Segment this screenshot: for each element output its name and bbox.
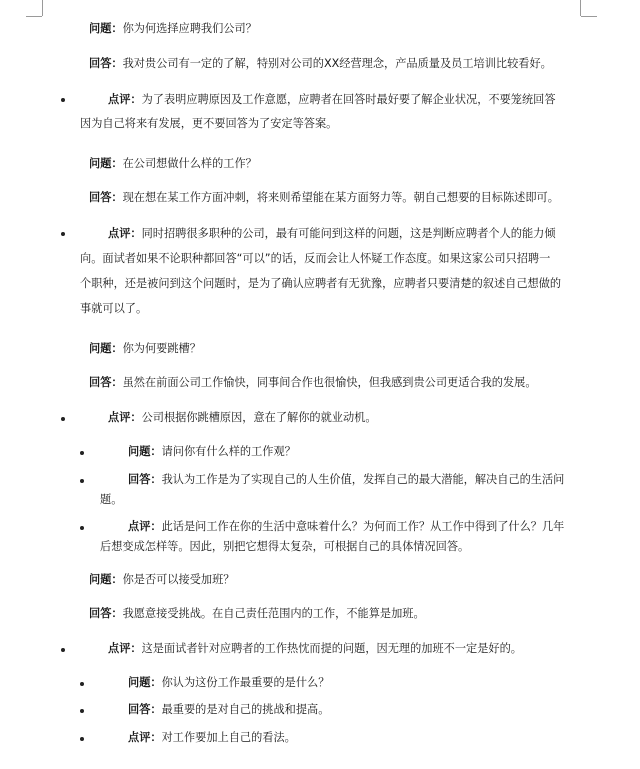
question-1: 问题：你为何选择应聘我们公司？ bbox=[89, 22, 257, 35]
bullet-icon bbox=[61, 232, 65, 236]
comment-1-line-1: 点评：为了表明应聘原因及工作意愿，应聘者在回答时最好要了解企业状况，不要笼统回答 bbox=[108, 93, 556, 106]
comment-4-line-2: 后想变成怎样等。因此，别把它想得太复杂，可根据自己的具体情况回答。 bbox=[100, 540, 470, 553]
answer-4-line-2: 题。 bbox=[100, 493, 123, 506]
bullet-icon bbox=[80, 682, 84, 686]
comment-6: 点评：对工作要加上自己的看法。 bbox=[128, 731, 296, 744]
bullet-icon bbox=[80, 737, 84, 741]
crop-mark-right bbox=[580, 0, 581, 16]
crop-mark-left bbox=[42, 0, 43, 16]
question-2: 问题：在公司想做什么样的工作？ bbox=[89, 157, 257, 170]
crop-mark-left-h bbox=[26, 16, 42, 17]
answer-4-line-1: 回答：我认为工作是为了实现自己的人生价值，发挥自己的最大潜能，解决自己的生活问 bbox=[128, 473, 565, 486]
bullet-icon bbox=[80, 451, 84, 455]
question-5: 问题：你是否可以接受加班？ bbox=[89, 573, 235, 586]
answer-6: 回答：最重要的是对自己的挑战和提高。 bbox=[128, 703, 330, 716]
question-4: 问题：请问你有什么样的工作观？ bbox=[128, 445, 296, 458]
answer-2: 回答：现在想在某工作方面冲刺，将来则希望能在某方面努力等。朝自己想要的目标陈述即可。 bbox=[89, 191, 559, 204]
comment-3: 点评：公司根据你跳槽原因，意在了解你的就业动机。 bbox=[108, 411, 377, 424]
bullet-icon bbox=[80, 709, 84, 713]
comment-2-line-2: 向。面试者如果不论职种都回答“可以”的话，反而会让人怀疑工作态度。如果这家公司只招聘一 bbox=[80, 252, 551, 265]
bullet-icon bbox=[80, 479, 84, 483]
bullet-icon bbox=[61, 417, 65, 421]
bullet-icon bbox=[80, 526, 84, 530]
crop-mark-right-h bbox=[581, 16, 597, 17]
answer-3: 回答：虽然在前面公司工作愉快，同事间合作也很愉快，但我感到贵公司更适合我的发展。 bbox=[89, 376, 537, 389]
comment-5: 点评：这是面试者针对应聘者的工作热忱而提的问题，因无理的加班不一定是好的。 bbox=[108, 642, 522, 655]
question-3: 问题：你为何要跳槽？ bbox=[89, 342, 201, 355]
bullet-icon bbox=[61, 648, 65, 652]
answer-1: 回答：我对贵公司有一定的了解，特别对公司的XX经营理念，产品质量及员工培训比较看好。 bbox=[89, 57, 552, 70]
comment-2-line-4: 事就可以了。 bbox=[80, 302, 148, 315]
answer-5: 回答：我愿意接受挑战。在自己责任范围内的工作，不能算是加班。 bbox=[89, 607, 425, 620]
comment-4-line-1: 点评：此话是问工作在你的生活中意味着什么？为何而工作？从工作中得到了什么？几年 bbox=[128, 520, 565, 533]
comment-2-line-3: 个职种，还是被问到这个问题时，是为了确认应聘者有无犹豫，应聘者只要清楚的叙述自己想做的 bbox=[80, 277, 562, 290]
question-6: 问题：你认为这份工作最重要的是什么？ bbox=[128, 676, 330, 689]
comment-2-line-1: 点评：同时招聘很多职种的公司，最有可能问到这样的问题，这是判断应聘者个人的能力倾 bbox=[108, 227, 556, 240]
comment-1-line-2: 因为自己将来有发展，更不要回答为了安定等答案。 bbox=[80, 117, 338, 130]
bullet-icon bbox=[61, 98, 65, 102]
